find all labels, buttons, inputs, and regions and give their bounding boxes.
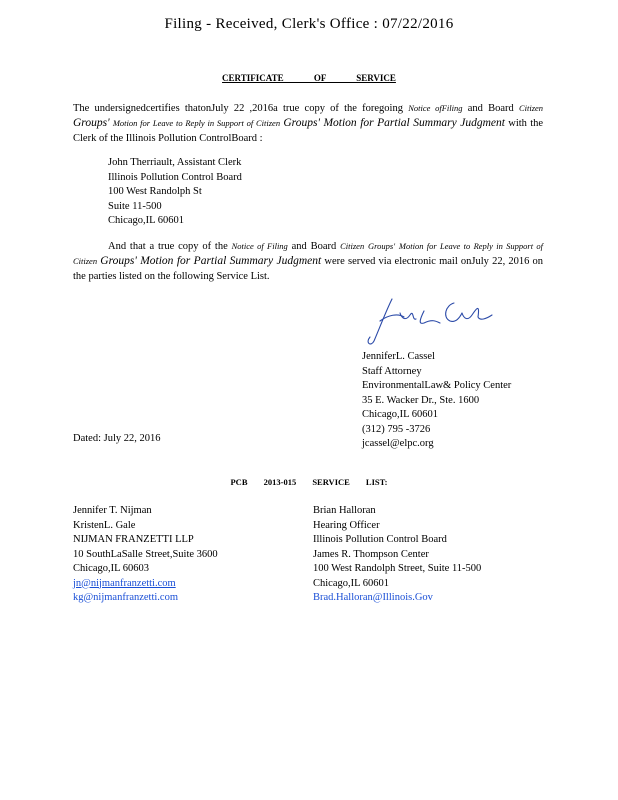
signature-image bbox=[362, 291, 502, 351]
signer-street: 35 E. Wacker Dr., Ste. 1600 bbox=[362, 394, 480, 406]
service-paragraph: And that a true copy of the Notice of Filing and Board Citizen Groups' Motion for Leave to Reply in Support of Citizen Groups' Motion for Partial Summary Judgment were served via electronic mail onJuly 22, 2016 on the parties listed on the following Service List. bbox=[73, 241, 544, 282]
filing-header: Filing - Received, Clerk's Office : 07/22/2016 bbox=[164, 16, 454, 32]
address-line: Illinois Pollution Control Board bbox=[108, 171, 242, 183]
signer-phone: (312) 795 -3726 bbox=[362, 423, 431, 435]
party-line: 10 SouthLaSalle Street,Suite 3600 bbox=[73, 548, 218, 560]
address-line: Suite 11-500 bbox=[108, 200, 162, 212]
email-link[interactable]: jn@nijmanfranzetti.com bbox=[73, 577, 176, 589]
signer-name: JenniferL. Cassel bbox=[362, 351, 435, 362]
service-party-left bbox=[73, 504, 218, 606]
clerk-address bbox=[108, 156, 242, 229]
party-line: Illinois Pollution Control Board bbox=[313, 534, 447, 545]
address-line: 100 West Randolph St bbox=[108, 186, 202, 197]
signer-email: jcassel@elpc.org bbox=[362, 438, 434, 449]
service-party-right bbox=[313, 504, 481, 606]
party-line: Chicago,IL 60603 bbox=[73, 563, 150, 574]
certification-paragraph: The undersignedcertifies thatonJuly 22 ,2016a true copy of the foregoing Notice ofFiling and Board Citizen Groups' Motion for Leave to Reply in Support of Citizen Groups' Motion for Partial Summary Judgment with the Clerk of the Illinois Pollution ControlBoard : bbox=[73, 103, 544, 144]
address-line: John Therriault, Assistant Clerk bbox=[108, 157, 242, 168]
signature-block bbox=[362, 350, 511, 452]
party-line: NIJMAN FRANZETTI LLP bbox=[73, 534, 194, 545]
party-line: KristenL. Gale bbox=[73, 519, 136, 531]
signer-title: Staff Attorney bbox=[362, 365, 422, 377]
party-line: Chicago,IL 60601 bbox=[313, 577, 390, 589]
email-link[interactable]: kg@nijmanfranzetti.com bbox=[73, 592, 179, 603]
signer-organization: EnvironmentalLaw& Policy Center bbox=[362, 380, 512, 391]
address-line: Chicago,IL 60601 bbox=[108, 215, 185, 226]
party-line: Hearing Officer bbox=[313, 519, 380, 531]
dated-line: Dated: July 22, 2016 bbox=[73, 433, 161, 444]
party-line: Jennifer T. Nijman bbox=[73, 505, 152, 516]
certificate-title: CERTIFICATE OF SERVICE bbox=[222, 73, 396, 83]
service-list-title: PCB 2013-015 SERVICE LIST: bbox=[230, 477, 388, 487]
party-line: 100 West Randolph Street, Suite 11-500 bbox=[313, 563, 482, 574]
signer-city: Chicago,IL 60601 bbox=[362, 409, 439, 420]
party-line: James R. Thompson Center bbox=[313, 548, 429, 560]
party-line: Brian Halloran bbox=[313, 505, 376, 516]
email-link[interactable]: Brad.Halloran@Illinois.Gov bbox=[313, 592, 433, 603]
